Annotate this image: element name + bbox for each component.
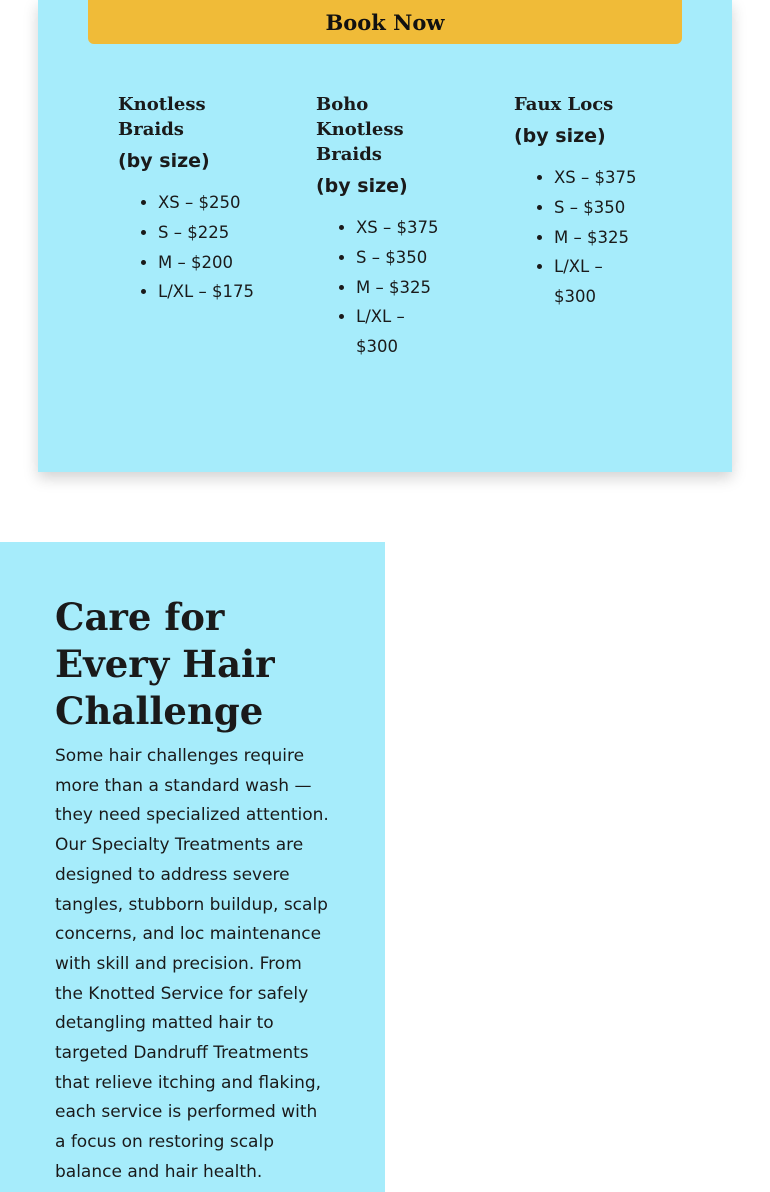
column-title: Faux Locs — [514, 94, 614, 115]
care-heading: Care for Every Hair Challenge — [55, 595, 275, 733]
column-title: Boho Knotless Braids — [316, 94, 404, 165]
price-item: • XS – $375 — [554, 163, 644, 193]
price-list — [118, 188, 268, 307]
price-item: • L/XL – $300 — [356, 302, 446, 362]
column-subtitle: (by size) — [514, 125, 606, 147]
care-section — [0, 542, 385, 1192]
price-item: • M – $200 — [158, 248, 268, 278]
price-item: • M – $325 — [356, 273, 446, 303]
column-subtitle: (by size) — [118, 150, 210, 172]
price-item: • M – $325 — [554, 223, 644, 253]
price-item: • L/XL – $300 — [554, 252, 644, 312]
book-now-button[interactable]: Book Now — [88, 0, 682, 44]
column-title: Knotless Braids — [118, 94, 206, 140]
price-item: • XS – $375 — [356, 213, 446, 243]
price-item: • S – $350 — [554, 193, 644, 223]
column-subtitle: (by size) — [316, 175, 408, 197]
price-column-boho-knotless-braids — [316, 92, 446, 362]
price-item: • S – $225 — [158, 218, 268, 248]
braids-pricing-card — [38, 0, 732, 472]
price-item: • L/XL – $175 — [158, 277, 268, 307]
price-item: • XS – $250 — [158, 188, 268, 218]
care-description: Some hair challenges require more than a standard wash — they need specialized attention. Our Specialty Treatments are designed to address severe tangles, stubborn buildup, scalp concerns, and loc maintenance with skill and precision. From the Knotted Service for safely detangling matted hair to targeted Dandruff Treatments that relieve itching and flaking, each service is performed with a focus on restoring scalp balance and hair health. — [55, 746, 329, 1182]
price-list — [514, 163, 644, 312]
price-item: • S – $350 — [356, 243, 446, 273]
price-column-knotless-braids — [118, 92, 268, 307]
price-list — [316, 213, 446, 362]
price-column-faux-locs — [514, 92, 644, 312]
